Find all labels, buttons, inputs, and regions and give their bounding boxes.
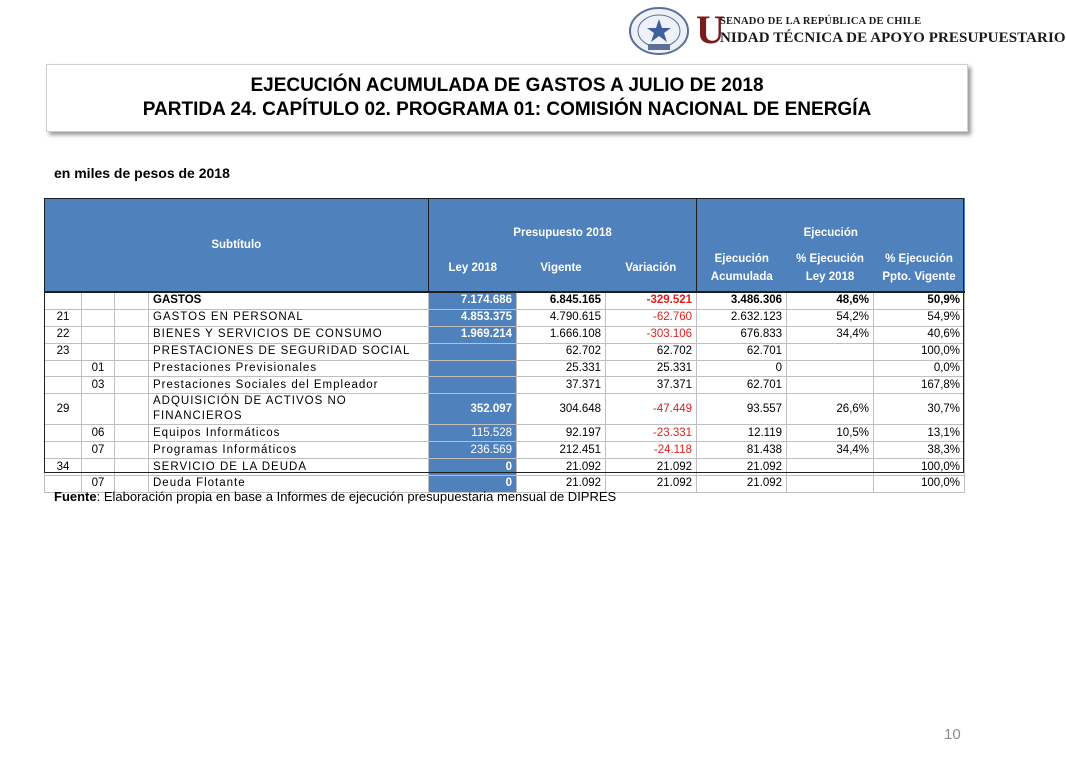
pct-ley-cell: 54,2% <box>787 309 874 326</box>
vigente-cell: 37.371 <box>517 377 606 394</box>
ley-cell: 1.969.214 <box>429 326 517 343</box>
subtitulo-cell <box>45 292 82 309</box>
ejecucion-cell: 93.557 <box>697 394 787 425</box>
page-title: EJECUCIÓN ACUMULADA DE GASTOS A JULIO DE 2018 <box>250 75 764 96</box>
ejecucion-cell: 676.833 <box>697 326 787 343</box>
ley-cell <box>429 343 517 360</box>
subtitulo-cell: 34 <box>45 459 82 476</box>
variacion-cell: -24.118 <box>606 442 697 459</box>
ejecucion-cell: 0 <box>697 360 787 377</box>
vigente-cell: 304.648 <box>517 394 606 425</box>
header-ejecucion-acumulada <box>697 245 787 292</box>
senate-seal-icon <box>628 6 690 56</box>
variacion-cell: -62.760 <box>606 309 697 326</box>
item-cell: 07 <box>82 442 115 459</box>
concept-cell: Programas Informáticos <box>149 442 429 459</box>
variacion-cell: -303.106 <box>606 326 697 343</box>
ley-cell <box>429 377 517 394</box>
vigente-cell: 25.331 <box>517 360 606 377</box>
pct-vigente-cell: 13,1% <box>874 425 965 442</box>
pct-vigente-cell: 100,0% <box>874 476 965 493</box>
concept-cell: Deuda Flotante <box>149 476 429 493</box>
ley-cell: 352.097 <box>429 394 517 425</box>
pct-vigente-cell: 30,7% <box>874 394 965 425</box>
pct-vigente-cell: 167,8% <box>874 377 965 394</box>
table-row <box>45 326 965 343</box>
concept-cell: ADQUISICIÓN DE ACTIVOS NO FINANCIEROS <box>149 394 429 425</box>
table-row <box>45 459 965 476</box>
concept-cell: BIENES Y SERVICIOS DE CONSUMO <box>149 326 429 343</box>
pct-vigente-cell: 0,0% <box>874 360 965 377</box>
vigente-cell: 4.790.615 <box>517 309 606 326</box>
ejecucion-cell: 62.701 <box>697 343 787 360</box>
senate-logo <box>628 6 1066 56</box>
asignacion-cell <box>115 360 149 377</box>
source-label: Fuente <box>54 489 97 504</box>
subtitulo-cell <box>45 377 82 394</box>
header-variacion: Variación <box>606 245 697 292</box>
header-pct-vigente <box>874 245 965 292</box>
subtitulo-cell <box>45 360 82 377</box>
asignacion-cell <box>115 394 149 425</box>
header-pct-vigente-l1: % Ejecución <box>885 253 953 265</box>
table-row <box>45 309 965 326</box>
header-pct-vigente-l2: Ppto. Vigente <box>882 271 956 283</box>
item-cell: 03 <box>82 377 115 394</box>
ley-cell: 4.853.375 <box>429 309 517 326</box>
pct-ley-cell <box>787 459 874 476</box>
header-vigente: Vigente <box>517 245 606 292</box>
variacion-cell: 25.331 <box>606 360 697 377</box>
ejecucion-cell: 12.119 <box>697 425 787 442</box>
logo-senate-name: SENADO DE LA REPÚBLICA DE CHILE <box>720 16 922 27</box>
pct-ley-cell <box>787 377 874 394</box>
variacion-cell: 21.092 <box>606 476 697 493</box>
variacion-cell: -23.331 <box>606 425 697 442</box>
logo-initial: U <box>696 7 725 52</box>
table-row <box>45 425 965 442</box>
pct-ley-cell: 26,6% <box>787 394 874 425</box>
concept-cell: PRESTACIONES DE SEGURIDAD SOCIAL <box>149 343 429 360</box>
pct-ley-cell: 34,4% <box>787 326 874 343</box>
asignacion-cell <box>115 425 149 442</box>
item-cell <box>82 459 115 476</box>
subtitulo-cell: 29 <box>45 394 82 425</box>
asignacion-cell <box>115 459 149 476</box>
variacion-cell: -47.449 <box>606 394 697 425</box>
page-subtitle: PARTIDA 24. CAPÍTULO 02. PROGRAMA 01: COMISIÓN NACIONAL DE ENERGÍA <box>142 99 872 120</box>
concept-cell: Prestaciones Sociales del Empleador <box>149 377 429 394</box>
header-ejecucion-acumulada-l2: Acumulada <box>710 271 773 283</box>
pct-ley-cell <box>787 343 874 360</box>
pct-vigente-cell: 40,6% <box>874 326 965 343</box>
vigente-cell: 6.845.165 <box>517 292 606 309</box>
ley-cell: 0 <box>429 476 517 493</box>
table-row <box>45 394 965 425</box>
item-cell <box>82 343 115 360</box>
concept-cell: GASTOS EN PERSONAL <box>149 309 429 326</box>
title-box <box>46 64 968 132</box>
variacion-cell: 21.092 <box>606 459 697 476</box>
subtitulo-cell: 23 <box>45 343 82 360</box>
vigente-cell: 212.451 <box>517 442 606 459</box>
pct-vigente-cell: 50,9% <box>874 292 965 309</box>
table-row <box>45 343 965 360</box>
pct-vigente-cell: 54,9% <box>874 309 965 326</box>
source-text: : Elaboración propia en base a Informes de ejecución presupuestaria mensual de DIPRES <box>96 489 617 504</box>
header-pct-ley-l2: Ley 2018 <box>805 271 855 283</box>
item-cell <box>82 309 115 326</box>
logo-unit-name: NIDAD TÉCNICA DE APOYO PRESUPUESTARIO <box>720 30 1066 46</box>
concept-cell: Equipos Informáticos <box>149 425 429 442</box>
asignacion-cell <box>115 326 149 343</box>
header-presupuesto: Presupuesto 2018 <box>429 198 697 245</box>
variacion-cell: 37.371 <box>606 377 697 394</box>
ejecucion-cell: 81.438 <box>697 442 787 459</box>
concept-cell: SERVICIO DE LA DEUDA <box>149 459 429 476</box>
source-note <box>54 489 616 504</box>
subtitulo-cell <box>45 425 82 442</box>
item-cell <box>82 394 115 425</box>
variacion-cell: 62.702 <box>606 343 697 360</box>
asignacion-cell <box>115 343 149 360</box>
page-number: 10 <box>944 726 961 743</box>
asignacion-cell <box>115 292 149 309</box>
ejecucion-cell: 21.092 <box>697 459 787 476</box>
pct-vigente-cell: 38,3% <box>874 442 965 459</box>
pct-vigente-cell: 100,0% <box>874 459 965 476</box>
pct-ley-cell <box>787 476 874 493</box>
pct-vigente-cell: 100,0% <box>874 343 965 360</box>
pct-ley-cell: 10,5% <box>787 425 874 442</box>
item-cell <box>82 326 115 343</box>
item-cell: 07 <box>82 476 115 493</box>
header-pct-ley <box>787 245 874 292</box>
subtitulo-cell: 22 <box>45 326 82 343</box>
header-ejecucion: Ejecución <box>697 198 965 245</box>
header-ley: Ley 2018 <box>429 245 517 292</box>
header-pct-ley-l1: % Ejecución <box>796 253 864 265</box>
vigente-cell: 1.666.108 <box>517 326 606 343</box>
subtitulo-cell: 21 <box>45 309 82 326</box>
concept-cell: GASTOS <box>149 292 429 309</box>
table-row <box>45 292 965 309</box>
pct-ley-cell <box>787 360 874 377</box>
table-row <box>45 377 965 394</box>
vigente-cell: 62.702 <box>517 343 606 360</box>
vigente-cell: 21.092 <box>517 476 606 493</box>
concept-cell: Prestaciones Previsionales <box>149 360 429 377</box>
table-row <box>45 360 965 377</box>
ley-cell: 0 <box>429 459 517 476</box>
table-row <box>45 442 965 459</box>
unit-note: en miles de pesos de 2018 <box>54 165 230 181</box>
pct-ley-cell: 34,4% <box>787 442 874 459</box>
subtitulo-cell <box>45 442 82 459</box>
item-cell: 01 <box>82 360 115 377</box>
item-cell <box>82 292 115 309</box>
asignacion-cell <box>115 377 149 394</box>
vigente-cell: 21.092 <box>517 459 606 476</box>
ley-cell <box>429 360 517 377</box>
variacion-cell: -329.521 <box>606 292 697 309</box>
ejecucion-cell: 2.632.123 <box>697 309 787 326</box>
header-subtitulo: Subtítulo <box>45 198 429 292</box>
pct-ley-cell: 48,6% <box>787 292 874 309</box>
item-cell: 06 <box>82 425 115 442</box>
vigente-cell: 92.197 <box>517 425 606 442</box>
ley-cell: 115.528 <box>429 425 517 442</box>
ejecucion-cell: 3.486.306 <box>697 292 787 309</box>
ejecucion-cell: 21.092 <box>697 476 787 493</box>
budget-table <box>44 198 965 493</box>
ley-cell: 7.174.686 <box>429 292 517 309</box>
ley-cell: 236.569 <box>429 442 517 459</box>
ejecucion-cell: 62.701 <box>697 377 787 394</box>
header-ejecucion-acumulada-l1: Ejecución <box>714 253 769 265</box>
asignacion-cell <box>115 309 149 326</box>
asignacion-cell <box>115 442 149 459</box>
